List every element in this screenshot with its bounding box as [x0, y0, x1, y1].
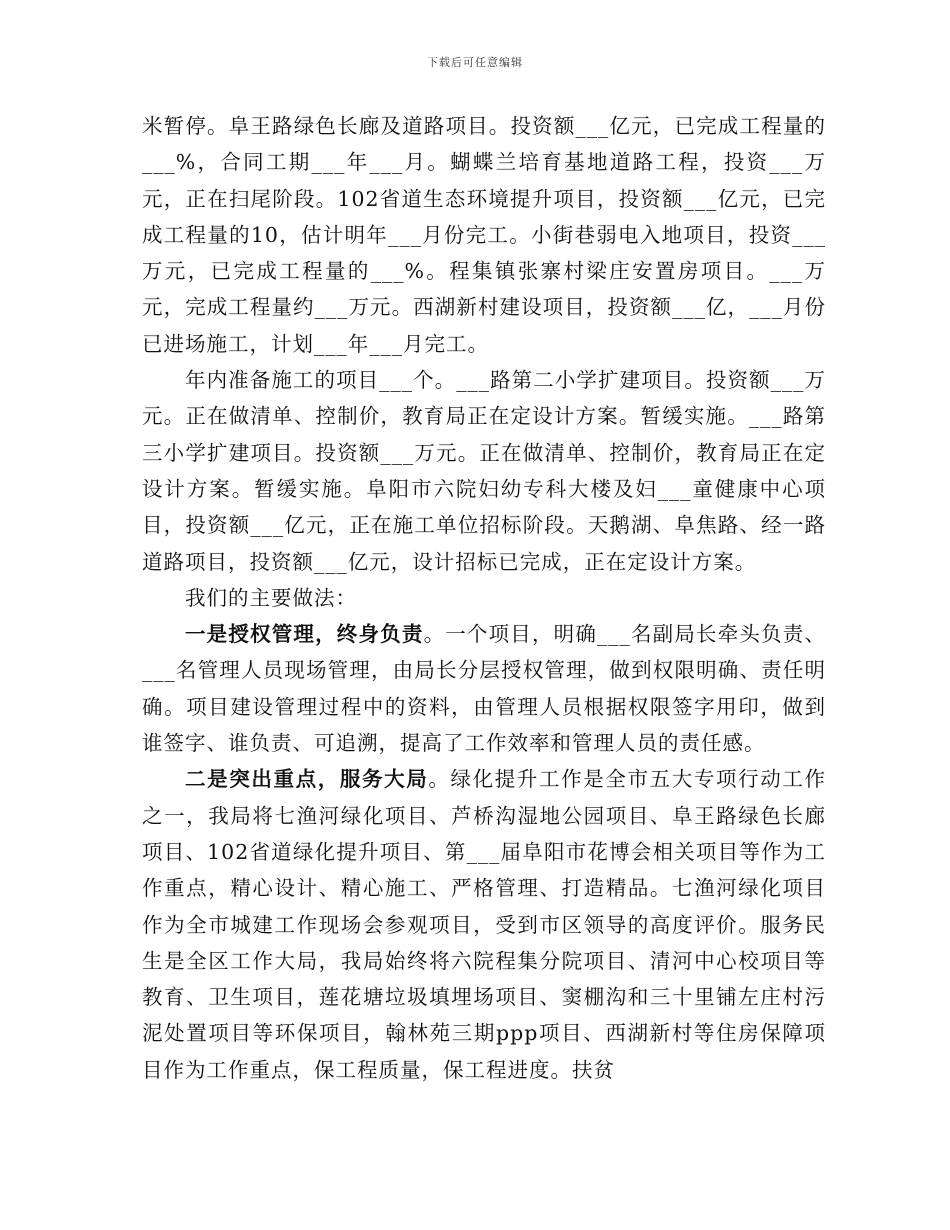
paragraph-main-practices-heading	[142, 580, 826, 616]
document-body	[142, 108, 826, 1088]
paragraph-lead: 一是授权管理，终身负责	[185, 622, 424, 647]
paragraph-practice-one	[142, 616, 826, 761]
paragraph-text: 年内准备施工的项目___个。___路第二小学扩建项目。投资额___万元。正在做清单、控制价，教育局正在定设计方案。暂缓实施。___路第三小学扩建项目。投资额___万元。正在做清单、控制价，教育局正在定设计方案。暂缓实施。阜阳市六院妇幼专科大楼及妇___童健康中心项目，投资额___亿元，正在施工单位招标阶段。天鹅湖、阜焦路、经一路道路项目，投资额___亿元，设计招标已完成，正在定设计方案。	[142, 368, 826, 574]
paragraph-text: 我们的主要做法：	[185, 585, 357, 610]
paragraph-text: 。绿化提升工作是全市五大专项行动工作之一，我局将七渔河绿化项目、芦桥沟湿地公园项目、阜王路绿色长廊项目、102省道绿化提升项目、第___届阜阳市花博会相关项目等作为工作重点，精心设计、精心施工、严格管理、打造精品。七渔河绿化项目作为全市城建工作现场会参观项目，受到市区领导的高度评价。服务民生是全区工作大局，我局始终将六院程集分院项目、清河中心校项目等教育、卫生项目，莲花塘垃圾填埋场项目、窦棚沟和三十里铺左庄村污泥处置项目等环保项目，翰林苑三期ppp项目、西湖新村等住房保障项目作为工作重点，保工程质量，保工程进度。扶贫	[142, 767, 826, 1082]
paragraph-text: 。一个项目，明确___名副局长牵头负责、___名管理人员现场管理，由局长分层授权管理，做到权限明确、责任明确。项目建设管理过程中的资料，由管理人员根据权限签字用印，做到谁签字、谁负责、可追溯，提高了工作效率和管理人员的责任感。	[142, 622, 826, 756]
paragraph-lead: 二是突出重点，服务大局	[185, 767, 429, 792]
paragraph-practice-two	[142, 761, 826, 1088]
paragraph-text: 米暂停。阜王路绿色长廊及道路项目。投资额___亿元，已完成工程量的___%，合同工期___年___月。蝴蝶兰培育基地道路工程，投资___万元，正在扫尾阶段。102省道生态环境提升项目，投资额___亿元，已完成工程量的10，估计明年___月份完工。小街巷弱电入地项目，投资___万元，已完成工程量的___%。程集镇张寨村梁庄安置房项目。___万元，完成工程量约___万元。西湖新村建设项目，投资额___亿，___月份已进场施工，计划___年___月完工。	[142, 114, 826, 356]
page-header: 下载后可任意编辑	[427, 56, 523, 69]
paragraph-planned-projects	[142, 362, 826, 580]
paragraph-ongoing-projects	[142, 108, 826, 362]
